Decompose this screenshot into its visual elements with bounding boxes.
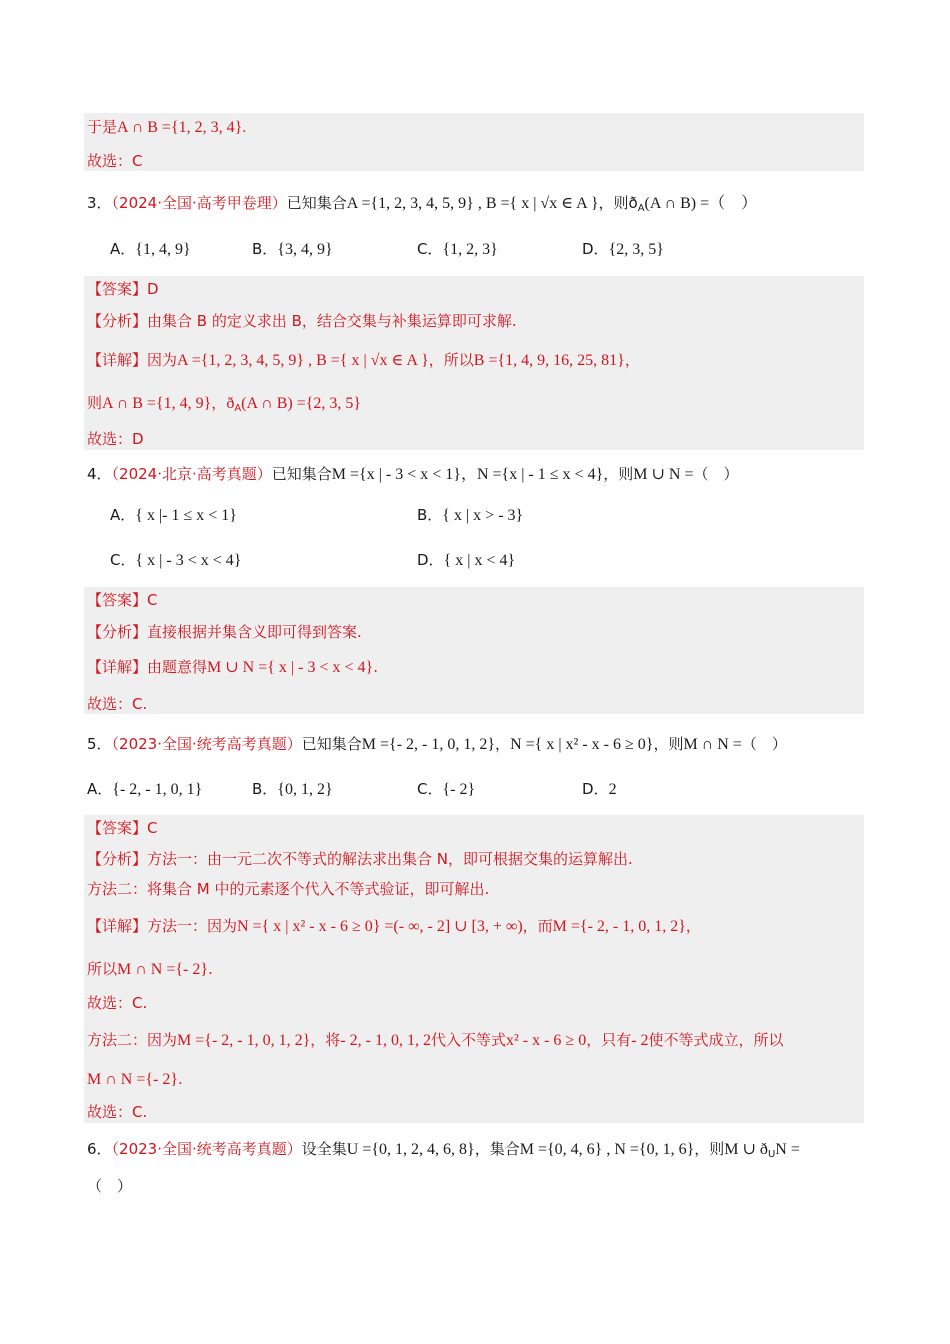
math-expression: U ={0, 1, 2, 4, 6, 8} (346, 1141, 475, 1158)
text: ， (495, 735, 511, 753)
q5-detail-line2 (87, 958, 213, 981)
text: ，将 (310, 1031, 341, 1049)
q5-analysis-2: 方法二：将集合 M 中的元素逐个代入不等式验证，即可解出. (87, 880, 490, 898)
option-d (417, 549, 515, 572)
detail-label: 【详解】 (87, 658, 148, 676)
option-value: {1, 4, 9} (135, 241, 191, 258)
option-d (582, 238, 664, 261)
text: （ ） (693, 465, 739, 483)
answer-block-q4 (84, 587, 864, 714)
math-expression: (A ∩ B) =（ ） (644, 195, 758, 212)
text: ，而 (522, 917, 553, 935)
math-expression: N = (775, 1141, 800, 1158)
option-label: D． (582, 780, 609, 798)
subscript: U (767, 1149, 776, 1160)
text: 设全集 (301, 1140, 347, 1158)
question-5-stem (87, 733, 787, 756)
option-value: {1, 2, 3} (442, 241, 498, 258)
math-expression: A ∩ B ={1, 2, 3, 4}. (117, 119, 247, 136)
subscript: A (234, 403, 242, 414)
text: . (373, 658, 378, 676)
q5-analysis-1 (87, 848, 633, 870)
math-expression: M ={- 2, - 1, 0, 1, 2} (361, 736, 496, 753)
math-expression: A ={1, 2, 3, 4, 5, 9} , B ={ x | √x ∈ A } (346, 195, 599, 212)
q4-analysis (87, 621, 362, 643)
math-expression: N ={ x | x² - x - 6 ≥ 0} =(- ∞, - 2] ∪ [3, + ∞) (237, 918, 523, 935)
q5-answer (87, 817, 158, 839)
analysis-label: 【分析】 (87, 850, 148, 868)
text: ， (685, 917, 701, 935)
math-expression: A ∩ B ={1, 4, 9} (102, 395, 212, 412)
math-expression: - 2, - 1, 0, 1, 2 (340, 1032, 431, 1049)
text: ， (211, 394, 227, 412)
option-label: B． (252, 240, 278, 258)
option-value: {- 2} (442, 781, 476, 798)
text: ， (624, 351, 640, 369)
text: ，只有 (586, 1031, 632, 1049)
question-source: （2023·全国·统考高考真题） (111, 735, 302, 753)
answer-value: C (147, 591, 158, 609)
option-a (110, 238, 191, 261)
option-label: D． (582, 240, 609, 258)
detail-label: 【详解】 (87, 917, 148, 935)
text: 于是 (87, 118, 118, 136)
q5-final-choice-1: 故选：C. (87, 994, 148, 1012)
option-a (110, 504, 237, 527)
option-b (417, 504, 523, 527)
question-4-stem (87, 463, 739, 486)
option-label: C． (110, 551, 136, 569)
math-expression: B ={1, 4, 9, 16, 25, 81} (473, 352, 625, 369)
text: ，则 (653, 735, 684, 753)
math-expression: M ∪ ð (724, 1141, 768, 1158)
option-label: A． (110, 240, 136, 258)
text: ，则ð (598, 194, 638, 212)
question-6-stem (87, 1138, 800, 1166)
text: 已知集合 (301, 735, 362, 753)
q4-final-choice: 故选：C. (87, 695, 148, 713)
q3-final-choice: 故选：D (87, 430, 144, 448)
math-expression: ð (226, 395, 235, 412)
math-expression: - 2 (631, 1032, 649, 1049)
option-d (582, 778, 617, 801)
math-expression: x² - x - 6 ≥ 0 (505, 1032, 587, 1049)
math-expression: M ∪ N = (633, 466, 694, 483)
text: （ ） (741, 735, 787, 753)
text: 则 (87, 394, 103, 412)
question-source: （2024·北京·高考真题） (111, 465, 272, 483)
math-expression: A ={1, 2, 3, 4, 5, 9} , B ={ x | √x ∈ A } (177, 352, 429, 369)
text: ，集合 (474, 1140, 520, 1158)
text: 方法二：因为 (87, 1031, 178, 1049)
math-expression: M ∪ N ={ x | - 3 < x < 4} (207, 659, 374, 676)
option-label: C． (417, 780, 443, 798)
q5-method2-line1 (87, 1029, 784, 1052)
text: ，则 (694, 1140, 725, 1158)
text: ，则 (603, 465, 634, 483)
q3-detail-line2 (87, 392, 361, 420)
text: . (208, 960, 213, 978)
question-number: 5． (87, 735, 112, 753)
option-value: { x | - 3 < x < 4} (135, 552, 242, 569)
option-value: {3, 4, 9} (277, 241, 333, 258)
option-value: { x |- 1 ≤ x < 1} (135, 507, 237, 524)
text: 方法一：因为 (147, 917, 238, 935)
option-b (252, 238, 333, 261)
question-number: 3． (87, 194, 112, 212)
option-value: {0, 1, 2} (277, 781, 333, 798)
option-value: 2 (608, 781, 617, 798)
q5-method2-line2 (87, 1068, 183, 1091)
math-expression: (A ∩ B) ={2, 3, 5} (241, 395, 362, 412)
math-expression: N ={ x | x² - x - 6 ≥ 0} (510, 736, 654, 753)
text: 由题意得 (147, 658, 208, 676)
math-expression: M ={- 2, - 1, 0, 1, 2} (177, 1032, 311, 1049)
option-c (417, 238, 498, 261)
math-expression: M ={- 2, - 1, 0, 1, 2} (552, 918, 686, 935)
answer-label: 【答案】 (87, 280, 148, 298)
text: 所以 (87, 960, 118, 978)
analysis-text: 方法一：由一元二次不等式的解法求出集合 N，即可根据交集的运算解出. (147, 850, 633, 868)
option-c (110, 549, 241, 572)
option-label: B． (252, 780, 278, 798)
analysis-text: 直接根据并集含义即可得到答案. (147, 623, 362, 641)
math-expression: M ∩ N ={- 2} (117, 961, 209, 978)
math-expression: M ={x | - 3 < x < 1}，N ={x | - 1 ≤ x < 4} (331, 466, 604, 483)
option-value: { x | x < 4} (443, 552, 516, 569)
detail-label: 【详解】 (87, 351, 148, 369)
answer-label: 【答案】 (87, 819, 148, 837)
option-value: { x | x > - 3} (442, 507, 524, 524)
math-expression: M ={0, 4, 6} , N ={0, 1, 6} (519, 1141, 695, 1158)
option-label: C． (417, 240, 443, 258)
q3-answer (87, 278, 159, 300)
option-c (417, 778, 475, 801)
q3-analysis (87, 310, 517, 332)
analysis-text: 由集合 B 的定义求出 B，结合交集与补集运算即可求解. (147, 312, 517, 330)
q5-final-choice-2: 故选：C. (87, 1103, 148, 1121)
option-label: B． (417, 506, 443, 524)
option-value: {- 2, - 1, 0, 1} (112, 781, 203, 798)
subscript: A (637, 203, 645, 214)
text: 已知集合 (271, 465, 332, 483)
q4-answer (87, 589, 158, 611)
answer-label: 【答案】 (87, 591, 148, 609)
q4-detail (87, 656, 378, 679)
option-b (252, 778, 333, 801)
question-source: （2024·全国·高考甲卷理） (111, 194, 287, 212)
question-source: （2023·全国·统考高考真题） (111, 1140, 302, 1158)
analysis-label: 【分析】 (87, 623, 148, 641)
text: 代入不等式 (430, 1031, 506, 1049)
option-label: D． (417, 551, 444, 569)
q5-detail-line1 (87, 915, 701, 938)
math-expression: M ∩ N ={- 2} (87, 1071, 179, 1088)
text: . (178, 1070, 183, 1088)
option-label: A． (87, 780, 113, 798)
option-value: {2, 3, 5} (608, 241, 664, 258)
math-expression: M ∩ N = (683, 736, 742, 753)
option-a (87, 778, 202, 801)
text: 已知集合 (286, 194, 347, 212)
prev-conclusion (87, 116, 246, 139)
analysis-label: 【分析】 (87, 312, 148, 330)
text: ，所以 (428, 351, 474, 369)
text: 因为 (147, 351, 178, 369)
question-number: 6． (87, 1140, 112, 1158)
answer-value: C (147, 819, 158, 837)
q3-detail-line1 (87, 349, 640, 372)
question-6-parens: （ ） (87, 1177, 133, 1195)
question-3-stem (87, 192, 757, 220)
answer-value: D (147, 280, 159, 298)
text: 使不等式成立，所以 (648, 1031, 784, 1049)
question-number: 4． (87, 465, 112, 483)
option-label: A． (110, 506, 136, 524)
prev-final-choice: 故选：C (87, 152, 143, 170)
